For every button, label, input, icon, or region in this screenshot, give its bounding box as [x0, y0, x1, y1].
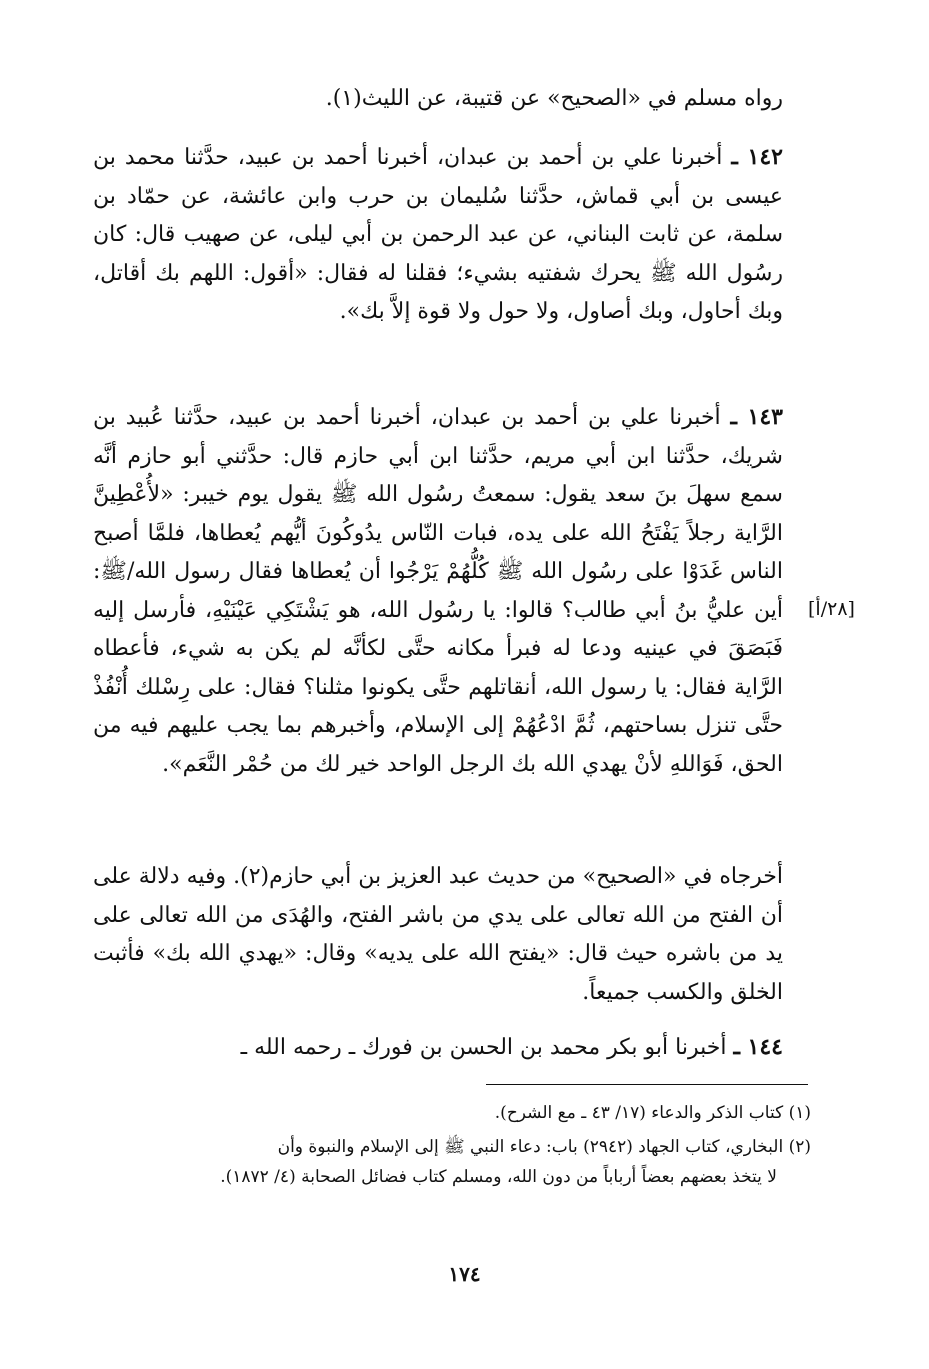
footnote-separator: [486, 1084, 808, 1085]
hadith-text: أخبرنا علي بن أحمد بن عبدان، أخبرنا أحمد بن عبيد، حدَّثنا محمد بن عيسى بن أبي قماش، حدَّثنا سُليمان بن حرب وابن عائشة، عن حمّاد بن سلمة، عن ثابت البناني، عن عبد الرحمن بن أبي ليلى، عن صهيب قال: كان رسُول الله ﷺ يحرك شفتيه بشيء؛ فقلنا له فقال: «أقول: اللهم بك أقاتل، وبك أحاول، وبك أصاول، ولا حول ولا قوة إلاَّ بك».: [93, 145, 783, 324]
hadith-144: [93, 1028, 811, 1068]
footnotes: [121, 1098, 811, 1196]
paragraph-commentary: [93, 858, 811, 1012]
paragraph-text: رواه مسلم في «الصحيح» عن قتيبة، عن الليث(١).: [325, 86, 783, 111]
hadith-number: ١٤٢ ـ: [731, 144, 783, 170]
hadith-143: [93, 398, 811, 784]
hadith-142: [93, 138, 811, 332]
page-number: ١٧٤: [448, 1262, 481, 1286]
paragraph-text: أخرجاه في «الصحيح» من حديث عبد العزيز بن أبي حازم(٢). وفيه دلالة على أن الفتح من الله تعالى على يدي من باشر الفتح، والهُدَى من الله تعالى على يد من باشره حيث قال: «يفتح الله على يديه» وقال: «يهدي الله بك» فأثبت الخلق والكسب جميعاً.: [93, 864, 784, 1005]
paragraph-narration-muslim: [93, 80, 811, 119]
footnote-marker: (٢): [788, 1137, 811, 1157]
footnote-continuation: لا يتخذ بعضهم بعضاً أرباباً من دون الله، ومسلم كتاب فضائل الصحابة (٤/ ١٨٧٢).: [220, 1167, 777, 1187]
footnote-text: البخاري، كتاب الجهاد (٢٩٤٢) باب: دعاء النبي ﷺ إلى الإسلام والنبوة وأن: [277, 1137, 784, 1157]
hadith-number: ١٤٤ ـ: [733, 1034, 783, 1060]
hadith-text: أخبرنا أبو بكر محمد بن الحسن بن فورك ـ رحمه الله ـ: [240, 1035, 727, 1060]
hadith-number: ١٤٣ ـ: [730, 404, 783, 430]
footnote-marker: (١): [788, 1103, 811, 1123]
footnote-text: كتاب الذكر والدعاء (١٧/ ٤٣ ـ مع الشرح).: [494, 1103, 784, 1123]
manuscript-folio-marker: [٢٨/أ]: [808, 598, 855, 620]
hadith-text: أخبرنا علي بن أحمد بن عبدان، أخبرنا أحمد بن عبيد، حدَّثنا عُبيد بن شريك، حدَّثنا ابن أبي مريم، حدَّثنا ابن أبي حازم قال: حدَّثني أبو حازم أنَّه سمع سهلَ بنَ سعد يقول: سمعتُ رسُول الله ﷺ يقول يوم خيبر: «لأُعْطِينَّ الرَّاية رجلاً يَفْتَحُ الله على يده، فبات النّاس يدُوكُونَ أيُّهم يُعطاها، فلمَّا أصبح الناس غَدَوْا على رسُول الله ﷺ كُلُّهُمْ يَرْجُوا أن يُعطاها فقال رسول الله/ﷺ: أين عليُّ بنُ أبي طالب؟ قالوا: يا رسُول الله، هو يَشْتَكِي عَيْنَيْهِ، فأرسل إليه فَبَصَقَ في عينيه ودعا له فبرأ مكانه حتَّى لكأنَّه لم يكن به شيء، فأعطاه الرَّاية فقال: يا رسول الله، أنقاتلهم حتَّى يكونوا مثلنا؟ فقال: على رِسْلك أُنْفُذْ حتَّى تنزل بساحتهم، ثُمَّ ادْعُهُمْ إلى الإسلام، وأخبرهم بما يجب عليهم فيه من الحق، فَوَاللهِ لأنْ يهدي الله بك الرجل الواحد خير لك من حُمْر النَّعَم».: [93, 405, 783, 777]
footnote-item: [121, 1098, 811, 1128]
footnote-item: [121, 1132, 811, 1192]
